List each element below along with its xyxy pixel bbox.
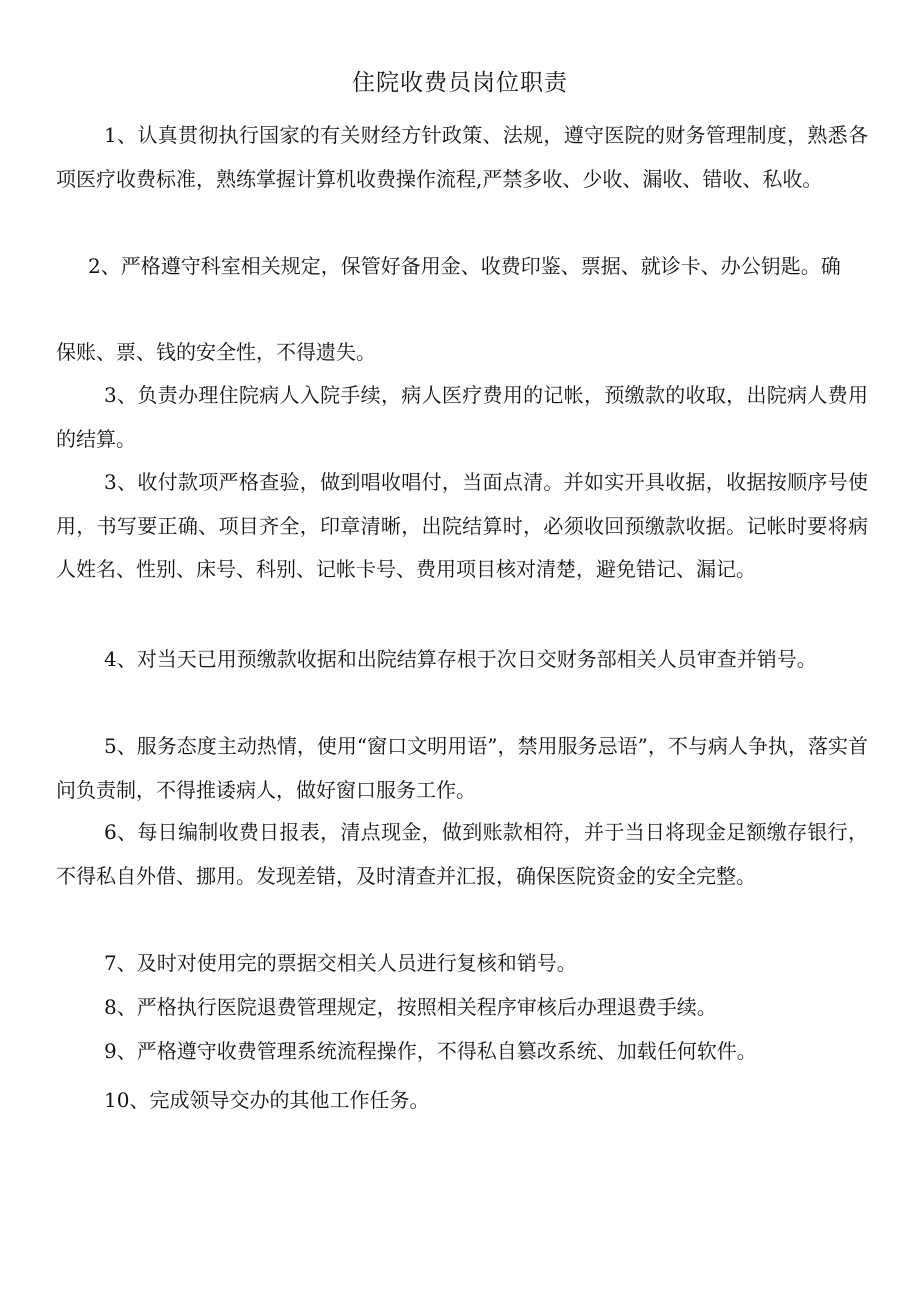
duty-item-3a: 3、负责办理住院病人入院手续，病人医疗费用的记帐，预缴款的收取，出院病人费用的结算。 bbox=[56, 383, 868, 451]
document-title: 住院收费员岗位职责 bbox=[352, 70, 568, 96]
duty-item-2: 2、严格遵守科室相关规定，保管好备用金、收费印鉴、票据、就诊卡、办公钥匙。确 bbox=[88, 254, 841, 278]
duty-item-6: 6、每日编制收费日报表，清点现金，做到账款相符，并于当日将现金足额缴存银行，不得私自外借、挪用。发现差错，及时清查并汇报，确保医院资金的安全完整。 bbox=[56, 820, 868, 888]
duty-item-1: 1、认真贯彻执行国家的有关财经方针政策、法规，遵守医院的财务管理制度，熟悉各项医疗收费标准，熟练掌握计算机收费操作流程,严禁多收、少收、漏收、错收、私收。 bbox=[56, 123, 868, 191]
duty-item-7: 7、及时对使用完的票据交相关人员进行复核和销号。 bbox=[104, 951, 577, 975]
duty-item-9: 9、严格遵守收费管理系统流程操作，不得私自篡改系统、加载任何软件。 bbox=[104, 1039, 757, 1063]
duty-item-5: 5、服务态度主动热情，使用“窗口文明用语”，禁用服务忌语”，不与病人争执，落实首问负责制，不得推诿病人，做好窗口服务工作。 bbox=[56, 734, 868, 802]
duty-item-3b: 3、收付款项严格查验，做到唱收唱付，当面点清。并如实开具收据，收据按顺序号使用，书写要正确、项目齐全，印章清晰，出院结算时，必须收回预缴款收据。记帐时要将病人姓名、性别、床号、科别、记帐卡号、费用项目核对清楚，避免错记、漏记。 bbox=[56, 470, 868, 581]
duty-item-10: 10、完成领导交办的其他工作任务。 bbox=[104, 1088, 430, 1112]
duty-item-4: 4、对当天已用预缴款收据和出院结算存根于次日交财务部相关人员审查并销号。 bbox=[104, 647, 817, 671]
duty-item-2-continued: 保账、票、钱的安全性，不得遗失。 bbox=[56, 340, 376, 364]
duty-item-8: 8、严格执行医院退费管理规定，按照相关程序审核后办理退费手续。 bbox=[104, 995, 717, 1019]
